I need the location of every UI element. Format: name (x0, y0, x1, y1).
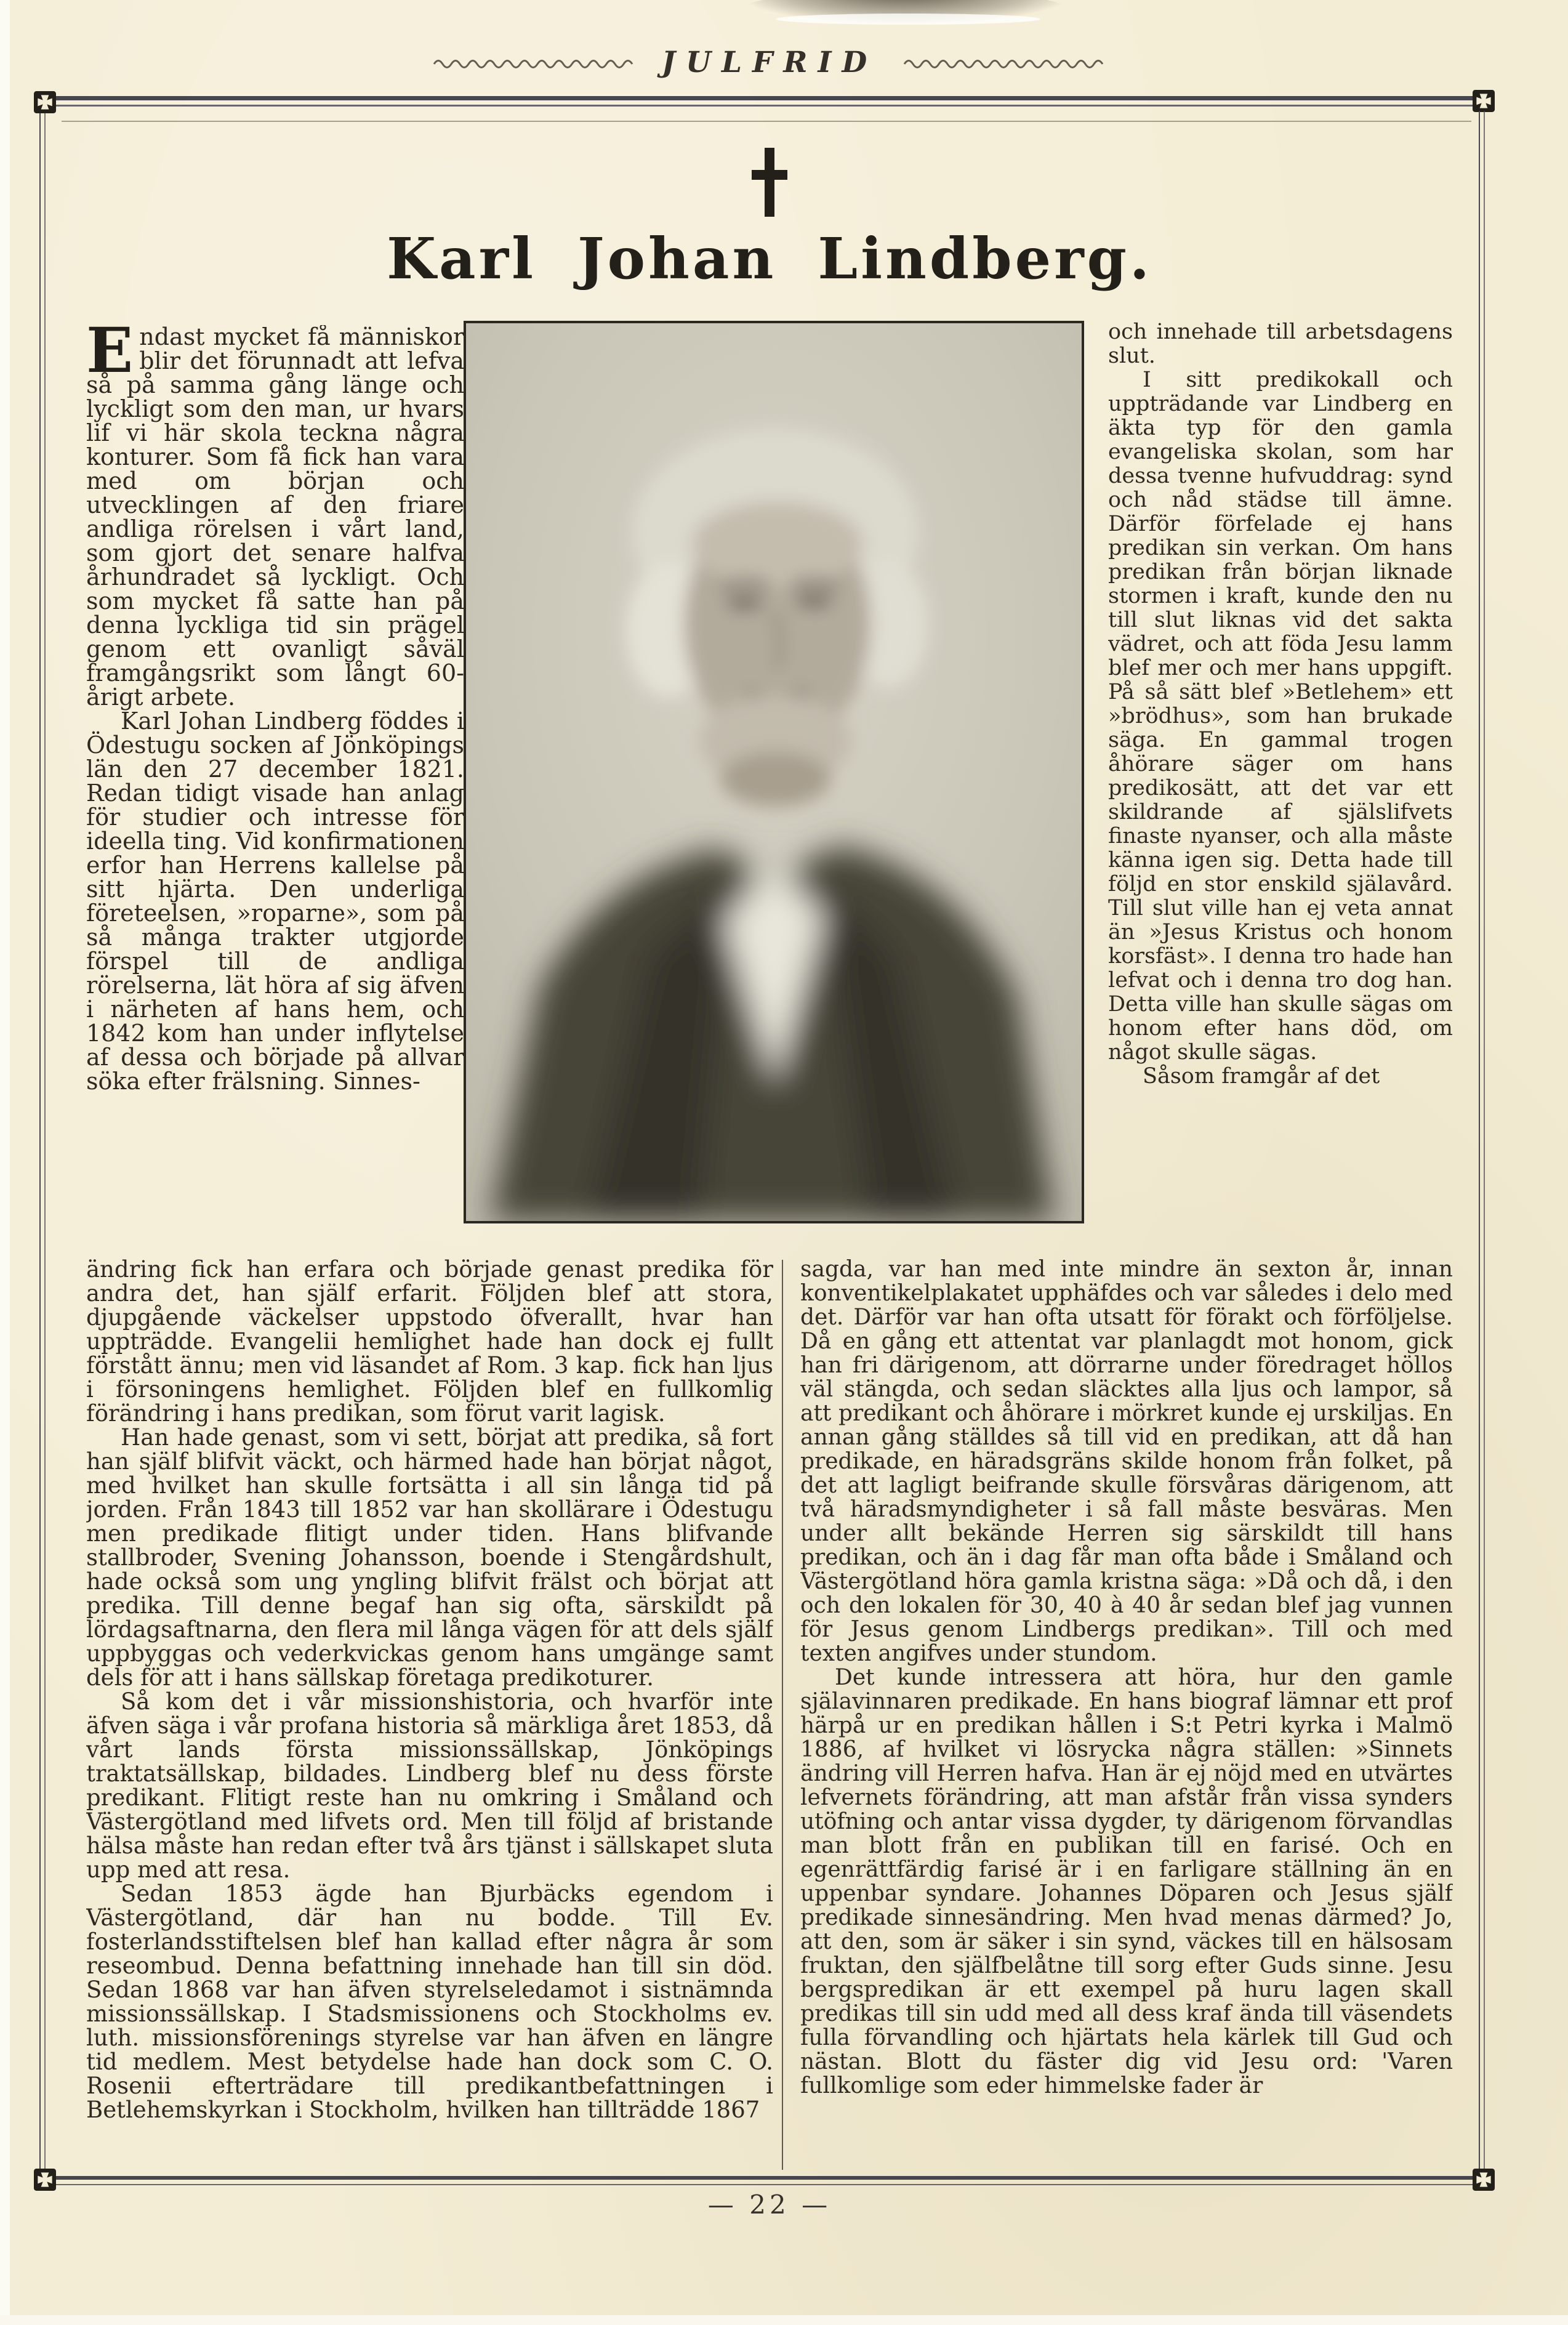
paragraph (86, 325, 464, 709)
right-border-rule-thin (1484, 111, 1485, 2169)
masthead (86, 46, 1453, 79)
right-column-upper (1108, 320, 1453, 1259)
paragraph: Såsom framgår af det (1143, 1064, 1380, 1089)
corner-cross-ornament (1473, 2169, 1495, 2191)
left-border-rule-thin (44, 113, 46, 2169)
top-border-hairline (62, 121, 1471, 122)
left-column-lower (86, 1257, 773, 2164)
column-divider-rule (782, 1260, 783, 2170)
right-column-lower (800, 1257, 1453, 2166)
paragraph: och innehade till arbetsdagens slut. (1108, 320, 1453, 368)
portrait-photo-image (466, 323, 1082, 1221)
bottom-border-rule (56, 2176, 1473, 2180)
left-border-rule (39, 113, 41, 2169)
left-column-upper (86, 325, 464, 1246)
drop-cap: E (86, 325, 134, 387)
publication-title: JULFRID (661, 46, 878, 79)
paragraph: I sitt predikokall och uppträdande var Lindberg en äkta typ för den gamla evangeliska skolan, som har dessa tvenne hufvuddrag: synd och nåd städse till ämne. Därför förfelade ej hans predikan sin verkan. Om hans predikan från början liknade stormen i kraft, kunde den nu till slut liknas vid det sakta vädret, och att föda Jesu lamm blef mer och mer hans uppgift. På så sätt blef »Betlehem» ett »brödhus», som han brukade säga. En gammal trogen åhörare säger om hans predikosätt, att det var ett skildrande af själslifvets finaste nyanser, och alla måste känna igen sig. Detta hade till följd en stor enskild själavård. Till slut ville han ej veta annat än »Jesus Kristus och honom korsfäst». I denna tro hade han lefvat och i denna tro dog han. Detta ville han skulle sägas om honom efter hans död, om något skulle sägas. (1108, 368, 1453, 1065)
wavy-flourish-right-icon (903, 56, 1106, 70)
memorial-cross-icon (747, 148, 792, 217)
paragraph: sagda, var han med inte mindre än sexton år, innan konventikelplakatet upphäfdes och var således i delo med det. Därför var han ofta utsatt för förakt och förföljelse. Då en gång ett attentat var planlagdt mot honom, gick han fri därigenom, att dörrarne under föredraget höllos väl stängda, och sedan släcktes alla ljus och lampor, så att predikant och åhörare i mörkret kunde ej urskiljas. En annan gång ställdes så till vid en predikan, att då han predikade, en häradsgräns skilde honom från folket, på det att lagligt beifrande skulle försvåras därigenom, att två häradsmyndigheter i så fall måste besväras. Men under allt bekände Herren sig särskildt till hans predikan, och än i dag får man ofta både i Småland och Västergötland höra gamla kristna säga: »Då och då, i den och den lokalen för 30, 40 à 40 år sedan blef jag vunnen för Jesus genom Lindbergs predikan». Till och med texten angifves under stundom. (800, 1257, 1453, 1666)
corner-cross-ornament (34, 2169, 56, 2191)
paragraph-text: ndast mycket få människor blir det förunnadt att lefva så på samma gång länge och lyckligt som den man, ur hvars lif vi här skola teckna några konturer. Som få fick han vara med om början och utvecklingen af den friare andliga rörelsen i vårt land, som gjort det senare halfva århundradet så lyckligt. Och som mycket få satte han på denna lyckliga tid sin prägel genom ett ovanligt såväl framgångsrikt som långt 60-årigt arbete. (86, 325, 464, 711)
paragraph: Det kunde intressera att höra, hur den gamle själavinnaren predikade. En hans biograf lämnar ett prof härpå ur en predikan hållen i S:t Petri kyrka i Malmö 1886, af hvilket vi lösrycka några ställen: »Sinnets ändring vill Herren hafva. Han är ej nöjd med en utvärtes lefvernets förändring, att man afstår från vissa synders utöfning och antar vissa dygder, ty därigenom förvandlas man blott från en publikan till en farisé. Och en egenrättfärdig farisé är i en farligare ställning än en uppenbar syndare. Johannes Döparen och Jesus själf predikade sinnesändring. Men hvad menas därmed? Jo, att den, som är säker i sin synd, väckes till en hälsosam fruktan, den själfbelåtne till sorg efter Guds sinne. Jesu bergspredikan är ett exempel på huru lagen skall predikas till sin udd med all dess kraf ända till väsendets fulla förvandling och hjärtats hela kärlek till Gud och nästan. Blott du fäster dig vid Jesu ord: 'Varen fullkomlige som eder himmelske fader är (800, 1665, 1453, 2098)
article-title: Karl Johan Lindberg. (387, 225, 1152, 292)
paragraph: Han hade genast, som vi sett, börjat att predika, så fort han själf blifvit väckt, och härmed hade han börjat något, med hvilket han skulle fortsätta i all sin långa tid på jorden. Från 1843 till 1852 var han skollärare i Ödestugu men predikade flitigt under tiden. Hans blifvande stallbroder, Svening Johansson, boende i Stengårdshult, hade också som ung yngling blifvit frälst och börjat att predika. Till denne begaf han sig ofta, särskildt på lördagsaftnarna, den flera mil långa vägen för att dels själf uppbyggas och vederkvickas genom hans umgänge samt dels för att i hans sällskap företaga predikoturer. (86, 1424, 773, 1691)
wavy-flourish-left-icon (433, 56, 636, 70)
paragraph: Så kom det i vår missionshistoria, och hvarför inte äfven säga i vår profana historia så märkliga året 1853, då vårt lands första missionssällskap, Jönköpings traktatsällskap, bildades. Lindberg blef nu dess förste predikant. Flitigt reste han nu omkring i Småland och Västergötland med lifvets ord. Men till följd af bristande hälsa måste han redan efter två års tjänst i sällskapet sluta upp med att resa. (86, 1688, 773, 1883)
right-border-rule (1479, 111, 1480, 2169)
corner-cross-ornament (34, 91, 56, 113)
top-border-rule-thin (56, 105, 1473, 107)
corner-cross-ornament (1473, 90, 1495, 112)
paragraph: Sedan 1853 ägde han Bjurbäcks egendom i Västergötland, där han nu bodde. Till Ev. fosterlandsstiftelsen blef han kallad efter några år som reseombud. Denna befattning innehade han till sin död. Sedan 1868 var han äfven styrelseledamot i sistnämnda missionssällskap. I Stadsmissionens och Stockholms ev. luth. missionsförenings styrelse var han äfven en längre tid medlem. Mest betydelse hade han dock som C. O. Rosenii efterträdare till predikantbefattningen i Betlehemskyrkan i Stockholm, hvilken han tillträdde 1867 (86, 1880, 773, 2123)
paragraph: Karl Johan Lindberg föddes i Ödestugu socken af Jönköpings län den 27 december 1821. Redan tidigt visade han anlag för studier och intresse för ideella ting. Vid konfirmationen erfor han Herrens kallelse på sitt hjärta. Den underliga företeelsen, »roparne», som på så många trakter utgjorde förspel till de andliga rörelserna, lät höra af sig äfven i närheten af hans hem, och 1842 kom han under inflytelse af dessa och började på allvar söka efter frälsning. Sinnes- (86, 707, 464, 1095)
scan-edge (0, 2315, 1568, 2325)
bottom-border-rule-thin (56, 2184, 1473, 2185)
top-border-rule (56, 96, 1473, 100)
scan-artifact-highlight (776, 14, 1040, 25)
page-number: — 22 — (707, 2190, 832, 2220)
portrait-photo (464, 321, 1084, 1223)
paragraph: ändring fick han erfara och började genast predika för andra det, han själf erfarit. Följden blef att stora, djupgående väckelser uppstodo öfverallt, hvar han uppträdde. Evangelii hemlighet hade han dock ej fullt förstått ännu; men vid läsandet af Rom. 3 kap. fick han ljus i försoningens hemlighet. Följden blef en fullkomlig förändring i hans predikan, som förut varit lagisk. (86, 1257, 773, 1427)
scan-edge (0, 0, 10, 2325)
